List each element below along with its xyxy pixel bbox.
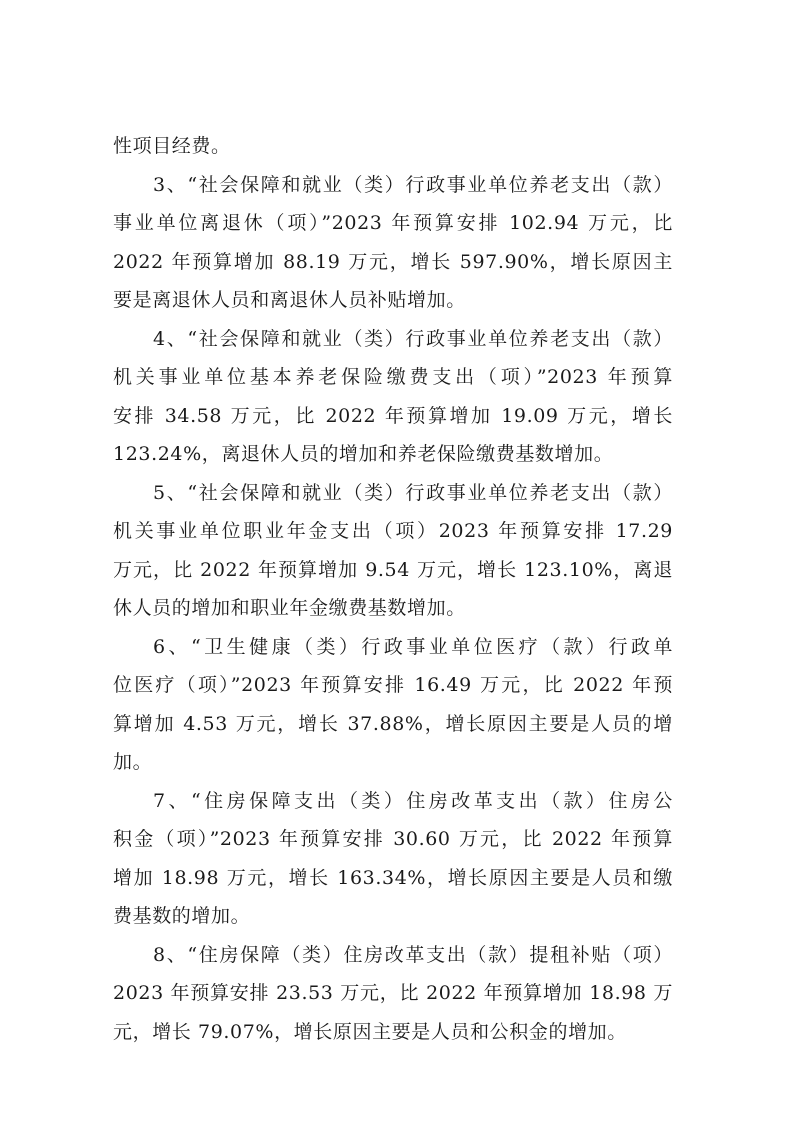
text-line: 元，增长 79.07%，增长原因主要是人员和公积金的增加。 [113,1020,627,1043]
body-text [113,127,673,1051]
text-line: 8、“住房保障（类）住房改革支出（款）提租补贴（项） [153,943,673,966]
text-line: 休人员的增加和职业年金缴费基数增加。 [113,597,466,619]
text-line: 4、“社会保障和就业（类）行政事业单位养老支出（款） [153,327,673,350]
text-line: 6、“卫生健康（类）行政事业单位医疗（款）行政单 [153,635,673,658]
text-line: 5、“社会保障和就业（类）行政事业单位养老支出（款） [153,481,673,504]
text-line: 安排 34.58 万元，比 2022 年预算增加 19.09 万元，增长 [113,404,673,427]
text-line: 123.24%，离退休人员的增加和养老保险缴费基数增加。 [113,443,614,465]
text-line: 机关事业单位职业年金支出（项）2023 年预算安排 17.29 [113,520,673,542]
text-line: 7、“住房保障支出（类）住房改革支出（款）住房公 [153,789,673,812]
text-line: 算增加 4.53 万元，增长 37.88%，增长原因主要是人员的增 [113,712,673,735]
text-line: 要是离退休人员和离退休人员补贴增加。 [113,289,466,311]
text-line: 万元，比 2022 年预算增加 9.54 万元，增长 123.10%，离退 [113,558,673,581]
text-line: 积金（项）”2023 年预算安排 30.60 万元，比 2022 年预算 [113,828,673,850]
text-line: 事业单位离退休（项）”2023 年预算安排 102.94 万元，比 [113,212,673,234]
text-line: 位医疗（项）”2023 年预算安排 16.49 万元，比 2022 年预 [113,674,673,696]
text-line: 机关事业单位基本养老保险缴费支出（项）”2023 年预算 [113,366,673,388]
text-line: 费基数的增加。 [113,905,251,927]
text-line: 增加 18.98 万元，增长 163.34%，增长原因主要是人员和缴 [113,866,673,889]
text-line: 2022 年预算增加 88.19 万元，增长 597.90%，增长原因主 [113,250,673,273]
text-line: 加。 [113,751,153,773]
text-line: 3、“社会保障和就业（类）行政事业单位养老支出（款） [153,173,673,196]
text-line: 性项目经费。 [113,135,231,157]
text-line: 2023 年预算安排 23.53 万元，比 2022 年预算增加 18.98 万 [113,982,673,1004]
